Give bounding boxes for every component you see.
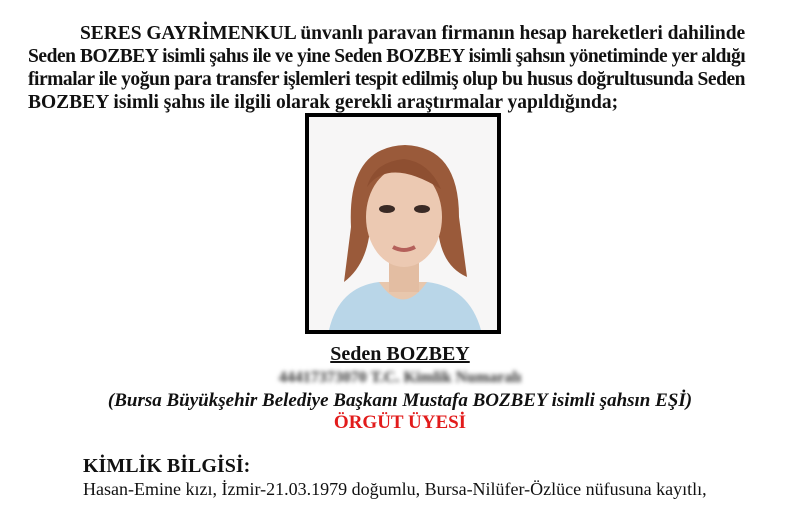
person-name: Seden BOZBEY <box>330 343 470 365</box>
identity-heading: KİMLİK BİLGİSİ: <box>83 455 251 477</box>
paragraph-line: SERES GAYRİMENKUL ünvanlı paravan firmanın hesap hareketleri dahilinde <box>80 23 746 44</box>
identity-text: Hasan-Emine kızı, İzmir-21.03.1979 doğumlu, Bursa-Nilüfer-Özlüce nüfusuna kayıtlı, <box>83 479 707 499</box>
paragraph-line: firmalar ile yoğun para transfer işlemleri tespit edilmiş olup bu husus doğrultusunda Seden <box>28 69 745 90</box>
redacted-id-number: 44417373070 T.C. Kimlik Numaralı <box>278 369 522 386</box>
person-photo <box>305 113 501 334</box>
person-role: (Bursa Büyükşehir Belediye Başkanı Mustafa BOZBEY isimli şahsın EŞİ) <box>107 390 693 411</box>
paragraph-line: BOZBEY isimli şahıs ile ilgili olarak gerekli araştırmalar yapıldığında; <box>28 92 619 113</box>
status-label: ÖRGÜT ÜYESİ <box>333 412 467 433</box>
intro-paragraph <box>28 22 745 114</box>
paragraph-line: Seden BOZBEY isimli şahıs ile ve yine Seden BOZBEY isimli şahsın yönetiminde yer aldığı <box>28 46 746 67</box>
